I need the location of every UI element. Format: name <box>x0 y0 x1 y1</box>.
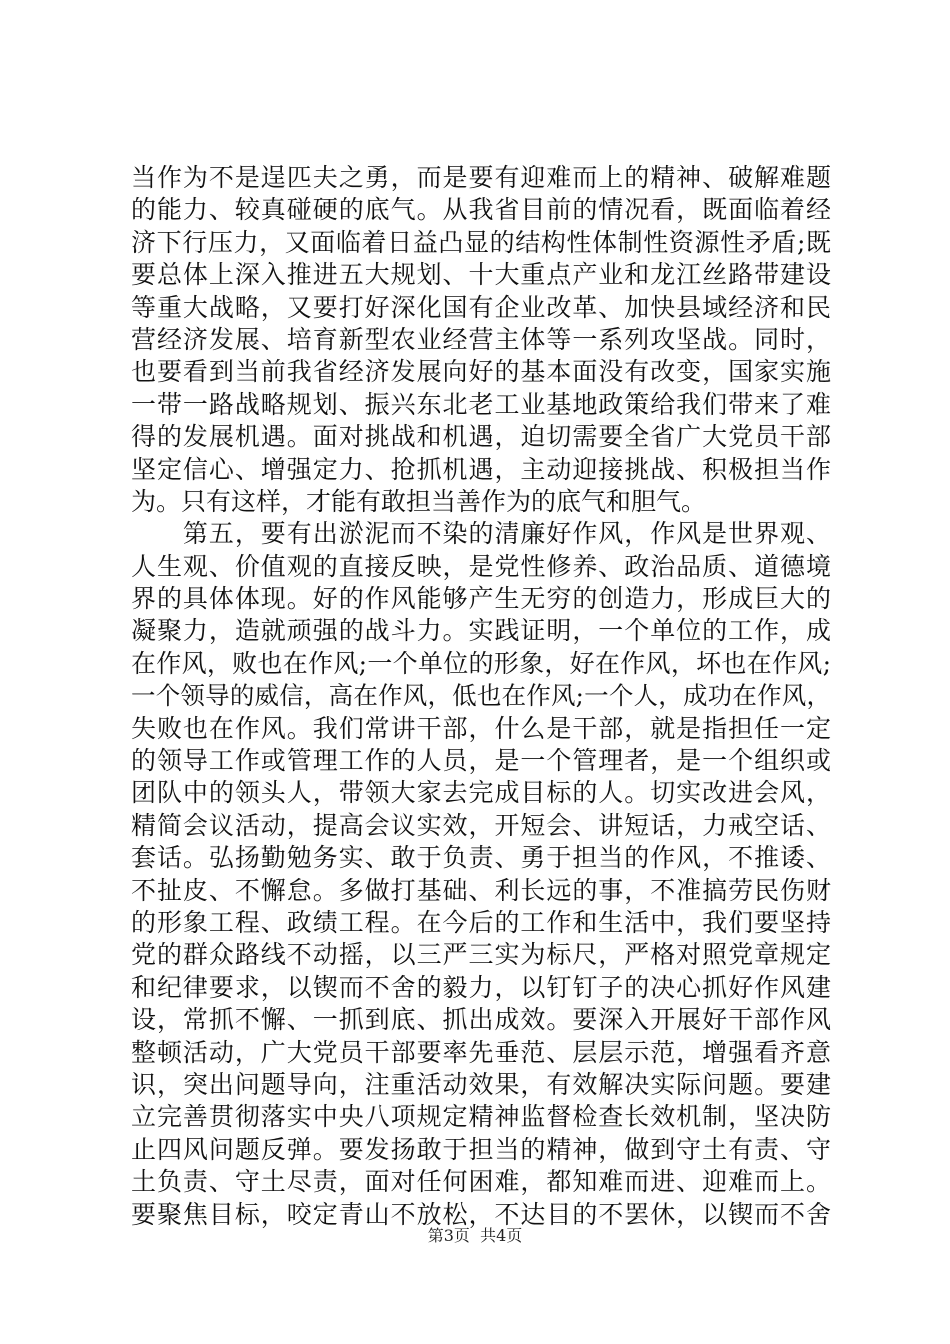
text-line: 营经济发展、培育新型农业经营主体等一系列攻坚战。同时， <box>131 324 831 354</box>
text-line: 团队中的领头人，带领大家去完成目标的人。切实改进会风， <box>131 778 831 808</box>
text-line: 土负责、守土尽责，面对任何困难，都知难而进、迎难而上。 <box>131 1167 831 1197</box>
text-line: 识，突出问题导向，注重活动效果，有效解决实际问题。要建 <box>131 1069 831 1099</box>
text-line: 设，常抓不懈、一抓到底、抓出成效。要深入开展好干部作风 <box>131 1005 831 1035</box>
text-line: 不扯皮、不懈怠。多做打基础、利长远的事，不准搞劳民伤财 <box>131 875 831 905</box>
text-line: 也要看到当前我省经济发展向好的基本面没有改变，国家实施 <box>131 357 831 387</box>
text-line: 为。只有这样，才能有敢担当善作为的底气和胆气。 <box>131 486 707 516</box>
body-text <box>131 162 831 1231</box>
page-number: 第3页 共4页 <box>427 1226 523 1245</box>
page-footer <box>0 1226 950 1246</box>
text-line: 的领导工作或管理工作的人员，是一个管理者，是一个组织或 <box>131 746 831 776</box>
text-line: 人生观、价值观的直接反映，是党性修养、政治品质、道德境 <box>131 551 831 581</box>
text-line: 套话。弘扬勤勉务实、敢于负责、勇于担当的作风，不推诿、 <box>131 843 831 873</box>
text-line: 失败也在作风。我们常讲干部，什么是干部，就是指担任一定 <box>131 713 831 743</box>
text-line: 的能力、较真碰硬的底气。从我省目前的情况看，既面临着经 <box>131 195 831 225</box>
text-line: 党的群众路线不动摇，以三严三实为标尺，严格对照党章规定 <box>131 940 831 970</box>
text-line: 等重大战略，又要打好深化国有企业改革、加快县域经济和民 <box>131 292 831 322</box>
text-line: 要总体上深入推进五大规划、十大重点产业和龙江丝路带建设 <box>131 260 831 290</box>
text-line: 要聚焦目标，咬定青山不放松，不达目的不罢休，以锲而不舍 <box>131 1199 831 1229</box>
text-line: 坚定信心、增强定力、抢抓机遇，主动迎接挑战、积极担当作 <box>131 454 831 484</box>
text-line: 界的具体体现。好的作风能够产生无穷的创造力，形成巨大的 <box>131 584 831 614</box>
text-line: 第五，要有出淤泥而不染的清廉好作风，作风是世界观、 <box>131 519 831 549</box>
text-line: 精简会议活动，提高会议实效，开短会、讲短话，力戒空话、 <box>131 810 831 840</box>
text-line: 在作风，败也在作风;一个单位的形象，好在作风，坏也在作风; <box>131 648 831 678</box>
text-line: 整顿活动，广大党员干部要率先垂范、层层示范，增强看齐意 <box>131 1037 831 1067</box>
text-line: 立完善贯彻落实中央八项规定精神监督检查长效机制，坚决防 <box>131 1102 831 1132</box>
text-line: 的形象工程、政绩工程。在今后的工作和生活中，我们要坚持 <box>131 907 831 937</box>
text-line: 当作为不是逞匹夫之勇，而是要有迎难而上的精神、破解难题 <box>131 163 831 192</box>
text-line: 得的发展机遇。面对挑战和机遇，迫切需要全省广大党员干部 <box>131 422 831 452</box>
text-line: 凝聚力，造就顽强的战斗力。实践证明，一个单位的工作，成 <box>131 616 831 646</box>
text-line: 一个领导的威信，高在作风，低也在作风;一个人，成功在作风， <box>131 681 831 711</box>
text-line: 和纪律要求，以锲而不舍的毅力，以钉钉子的决心抓好作风建 <box>131 972 831 1002</box>
text-line: 止四风问题反弹。要发扬敢于担当的精神，做到守土有责、守 <box>131 1134 831 1164</box>
text-line: 一带一路战略规划、振兴东北老工业基地政策给我们带来了难 <box>131 389 831 419</box>
text-line: 济下行压力，又面临着日益凸显的结构性体制性资源性矛盾;既 <box>131 227 831 257</box>
